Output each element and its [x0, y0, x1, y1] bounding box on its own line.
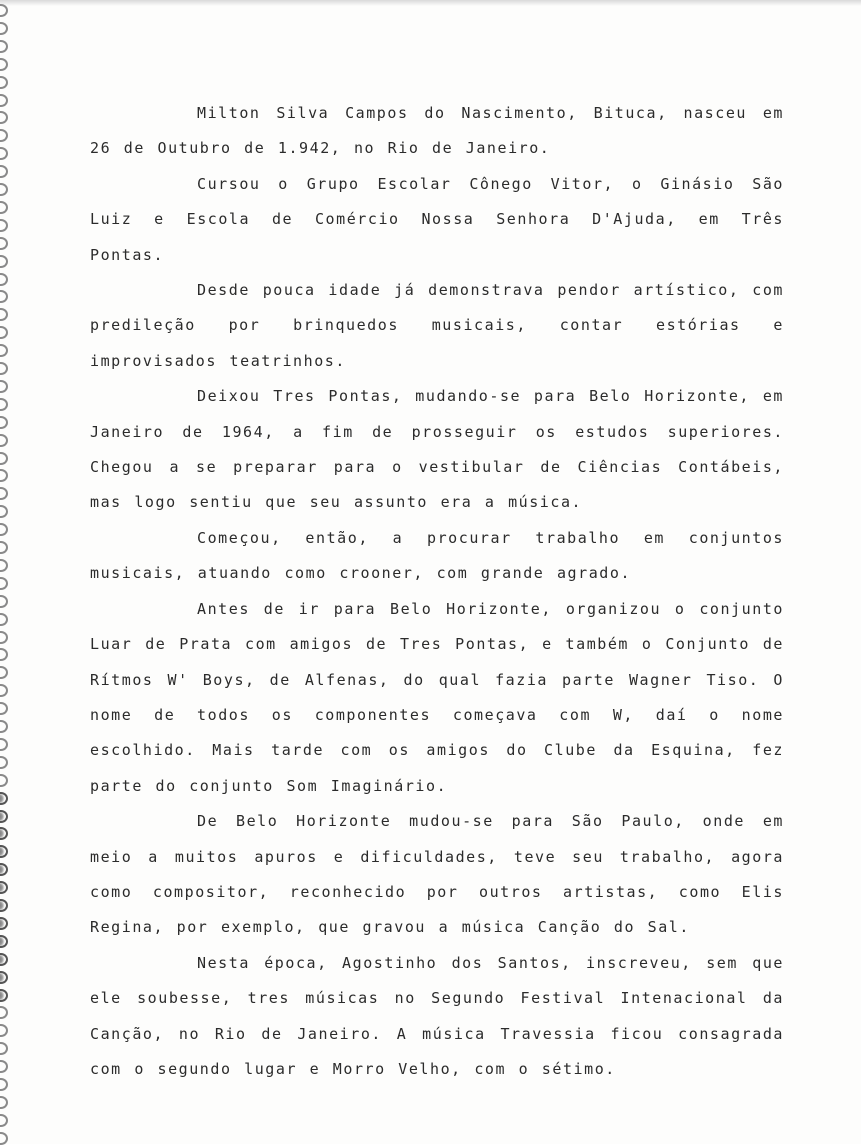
binding-ring	[0, 326, 8, 339]
binding-ring	[0, 416, 8, 429]
binding-ring	[0, 577, 8, 590]
binding-ring	[0, 720, 8, 733]
paragraph-crooner: Começou, então, a procurar trabalho em conjuntos musicais, atuando como crooner, com grande agrado.	[90, 528, 784, 583]
binding-ring	[0, 165, 8, 178]
binding-ring	[0, 22, 8, 35]
binding-ring	[0, 1096, 8, 1109]
binding-ring	[0, 434, 8, 447]
binding-ring	[0, 201, 8, 214]
binding-ring	[0, 505, 8, 518]
binding-ring	[0, 523, 8, 536]
binding-ring	[0, 863, 8, 876]
binding-ring	[0, 1024, 8, 1037]
binding-ring	[0, 756, 8, 769]
binding-ring	[0, 380, 8, 393]
binding-ring	[0, 810, 8, 823]
binding-ring	[0, 953, 8, 966]
binding-ring	[0, 58, 8, 71]
binding-ring	[0, 487, 8, 500]
binding-ring	[0, 684, 8, 697]
binding-ring	[0, 541, 8, 554]
paragraph-schooling: Cursou o Grupo Escolar Cônego Vitor, o Ginásio São Luiz e Escola de Comércio Nossa Senhora D'Ajuda, em Três Pontas.	[90, 174, 784, 264]
binding-ring	[0, 273, 8, 286]
binding-ring	[0, 666, 8, 679]
binding-ring	[0, 344, 8, 357]
binding-ring	[0, 398, 8, 411]
binding-ring	[0, 40, 8, 53]
binding-ring	[0, 237, 8, 250]
binding-ring	[0, 1132, 8, 1145]
paragraph-childhood: Desde pouca idade já demonstrava pendor artístico, com predileção por brinquedos musicais, contar estórias e improvisados teatrinhos.	[90, 281, 784, 370]
spiral-binding	[0, 0, 16, 1144]
binding-ring	[0, 648, 8, 661]
binding-ring	[0, 129, 8, 142]
paragraph-birth: Milton Silva Campos do Nascimento, Bituca, nasceu em 26 de Outubro de 1.942, no Rio de Janeiro.	[90, 104, 784, 158]
binding-ring	[0, 1078, 8, 1091]
binding-ring	[0, 290, 8, 303]
binding-ring	[0, 1006, 8, 1019]
binding-ring	[0, 738, 8, 751]
binding-ring	[0, 1042, 8, 1055]
binding-ring	[0, 183, 8, 196]
paragraph-sao-paulo: De Belo Horizonte mudou-se para São Paulo, onde em meio a muitos apuros e dificuldades, teve seu trabalho, agora como compositor, reconhecido por outros artistas, como Elis Regina, por exemplo, que gravou a música Canção do Sal.	[90, 812, 784, 937]
binding-ring	[0, 559, 8, 572]
page-top-edge	[0, 0, 861, 6]
binding-ring	[0, 792, 8, 805]
binding-ring	[0, 76, 8, 89]
binding-ring	[0, 111, 8, 124]
binding-ring	[0, 1114, 8, 1127]
paragraph-move-belo-horizonte: Deixou Tres Pontas, mudando-se para Belo Horizonte, em Janeiro de 1964, a fim de prosseguir os estudos superiores. Chegou a se preparar para o vestibular de Ciências Contábeis, mas logo sentiu que seu assunto era a música.	[90, 387, 784, 512]
binding-ring	[0, 774, 8, 787]
binding-ring	[0, 4, 8, 17]
binding-ring	[0, 308, 8, 321]
binding-ring	[0, 899, 8, 912]
biography-text	[90, 96, 784, 1087]
binding-ring	[0, 917, 8, 930]
paragraph-festival: Nesta época, Agostinho dos Santos, inscreveu, sem que ele soubesse, tres músicas no Segundo Festival Intenacional da Canção, no Rio de Janeiro. A música Travessia ficou consagrada com o segundo lugar e Morro Velho, com o sétimo.	[90, 953, 784, 1078]
binding-ring	[0, 989, 8, 1002]
binding-ring	[0, 935, 8, 948]
binding-ring	[0, 362, 8, 375]
binding-ring	[0, 631, 8, 644]
binding-ring	[0, 452, 8, 465]
binding-ring	[0, 881, 8, 894]
binding-ring	[0, 147, 8, 160]
binding-ring	[0, 613, 8, 626]
binding-ring	[0, 845, 8, 858]
binding-ring	[0, 827, 8, 840]
binding-ring	[0, 971, 8, 984]
binding-ring	[0, 255, 8, 268]
binding-ring	[0, 469, 8, 482]
binding-ring	[0, 219, 8, 232]
binding-ring	[0, 702, 8, 715]
paragraph-bands: Antes de ir para Belo Horizonte, organizou o conjunto Luar de Prata com amigos de Tres Pontas, e também o Conjunto de Rítmos W' Boys, de Alfenas, do qual fazia parte Wagner Tiso. O nome de todos os componentes começava com W, daí o nome escolhido. Mais tarde com os amigos do Clube da Esquina, fez parte do conjunto Som Imaginário.	[90, 599, 784, 795]
binding-ring	[0, 1060, 8, 1073]
binding-ring	[0, 94, 8, 107]
binding-ring	[0, 595, 8, 608]
